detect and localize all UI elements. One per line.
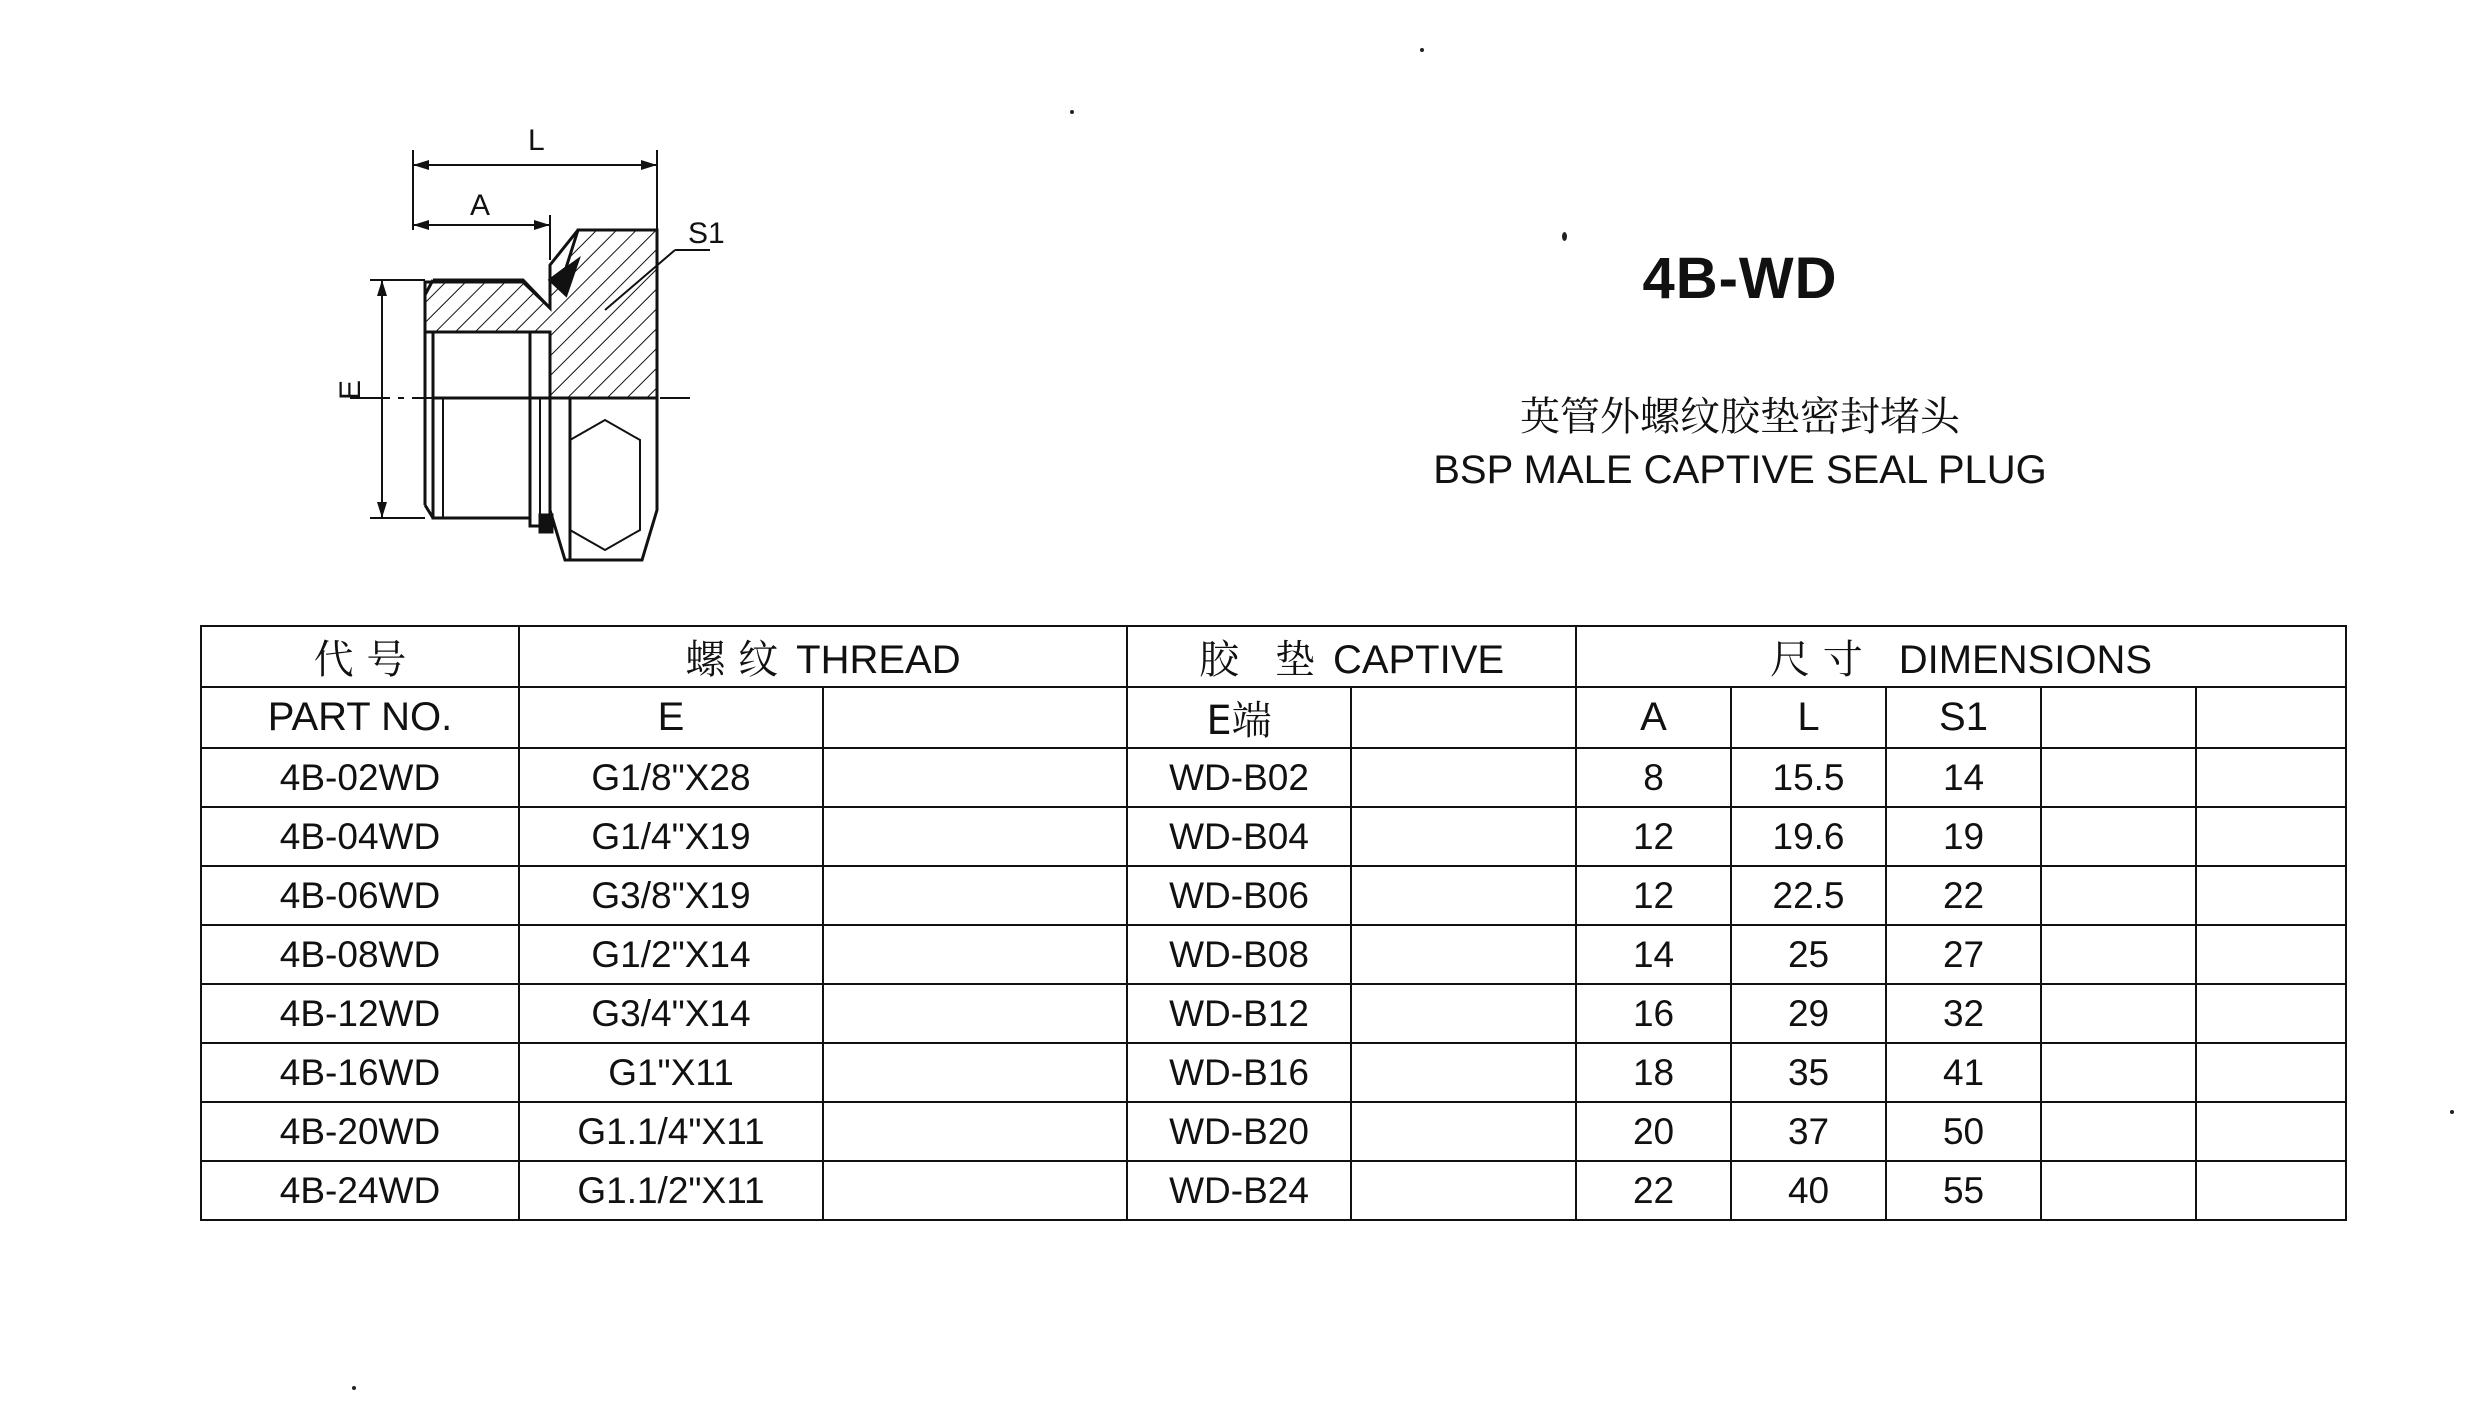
captive-cell: WD-B06 xyxy=(1127,866,1351,925)
blank-cell xyxy=(1351,807,1576,866)
table-row xyxy=(201,984,2346,1043)
thread-cell: G3/8"X19 xyxy=(519,866,823,925)
header-row-2 xyxy=(201,687,2346,748)
dim-a-cell: 12 xyxy=(1576,866,1731,925)
dim-l-cell: 19.6 xyxy=(1731,807,1886,866)
blank-cell xyxy=(1351,866,1576,925)
dim-label-l: L xyxy=(528,124,545,157)
blank-cell xyxy=(823,866,1127,925)
blank-cell xyxy=(823,1102,1127,1161)
blank-cell xyxy=(2196,1043,2346,1102)
blank-cell xyxy=(823,925,1127,984)
blank-cell xyxy=(823,807,1127,866)
table-row xyxy=(201,748,2346,807)
blank-cell xyxy=(2041,1102,2196,1161)
table-row xyxy=(201,925,2346,984)
captive-cell: WD-B16 xyxy=(1127,1043,1351,1102)
dim-a-cell: 22 xyxy=(1576,1161,1731,1220)
header-a: A xyxy=(1576,687,1731,748)
captive-cell: WD-B08 xyxy=(1127,925,1351,984)
dim-a-cell: 14 xyxy=(1576,925,1731,984)
thread-cell: G1/4"X19 xyxy=(519,807,823,866)
product-name-english: BSP MALE CAPTIVE SEAL PLUG xyxy=(1433,448,2047,492)
thread-cell: G1.1/4"X11 xyxy=(519,1102,823,1161)
blank-cell xyxy=(1351,1161,1576,1220)
part-no-cell: 4B-06WD xyxy=(201,866,519,925)
blank-cell xyxy=(823,984,1127,1043)
part-no-cell: 4B-12WD xyxy=(201,984,519,1043)
header-s1: S1 xyxy=(1886,687,2041,748)
dim-label-a: A xyxy=(470,189,491,222)
blank-cell xyxy=(2196,1102,2346,1161)
dim-l-cell: 37 xyxy=(1731,1102,1886,1161)
blank-cell xyxy=(2196,866,2346,925)
dim-s1-cell: 32 xyxy=(1886,984,2041,1043)
part-no-cell: 4B-08WD xyxy=(201,925,519,984)
header-part-code-cn: 代 号 xyxy=(201,626,519,687)
header-l: L xyxy=(1731,687,1886,748)
captive-cell: WD-B20 xyxy=(1127,1102,1351,1161)
dim-l-cell: 22.5 xyxy=(1731,866,1886,925)
table-row xyxy=(201,807,2346,866)
thread-cell: G1"X11 xyxy=(519,1043,823,1102)
dim-s1-cell: 22 xyxy=(1886,866,2041,925)
dim-s1-cell: 14 xyxy=(1886,748,2041,807)
dim-l-cell: 35 xyxy=(1731,1043,1886,1102)
dim-l-cell: 40 xyxy=(1731,1161,1886,1220)
blank-cell xyxy=(2196,1161,2346,1220)
captive-cell: WD-B02 xyxy=(1127,748,1351,807)
blank-cell xyxy=(1351,748,1576,807)
dim-label-e: E xyxy=(334,379,367,400)
dim-a-cell: 20 xyxy=(1576,1102,1731,1161)
dim-a-cell: 16 xyxy=(1576,984,1731,1043)
dim-s1-cell: 27 xyxy=(1886,925,2041,984)
part-no-cell: 4B-04WD xyxy=(201,807,519,866)
blank-cell xyxy=(823,1043,1127,1102)
header-thread: 螺 纹 THREAD xyxy=(519,626,1127,687)
blank-cell xyxy=(823,1161,1127,1220)
part-no-cell: 4B-02WD xyxy=(201,748,519,807)
captive-cell: WD-B24 xyxy=(1127,1161,1351,1220)
blank-cell xyxy=(2041,807,2196,866)
dim-l-cell: 29 xyxy=(1731,984,1886,1043)
header-row-1 xyxy=(201,626,2346,687)
header-blank xyxy=(2196,687,2346,748)
blank-cell xyxy=(823,748,1127,807)
header-blank xyxy=(823,687,1127,748)
blank-cell xyxy=(2196,925,2346,984)
thread-cell: G1/8"X28 xyxy=(519,748,823,807)
header-blank xyxy=(2041,687,2196,748)
thread-cell: G3/4"X14 xyxy=(519,984,823,1043)
scan-speck xyxy=(1070,110,1074,114)
dim-a-cell: 12 xyxy=(1576,807,1731,866)
blank-cell xyxy=(1351,1102,1576,1161)
captive-cell: WD-B12 xyxy=(1127,984,1351,1043)
plug-technical-drawing xyxy=(330,120,780,590)
blank-cell xyxy=(2196,984,2346,1043)
blank-cell xyxy=(1351,1043,1576,1102)
blank-cell xyxy=(2041,1043,2196,1102)
table-row xyxy=(201,866,2346,925)
thread-cell: G1.1/2"X11 xyxy=(519,1161,823,1220)
specification-table xyxy=(200,625,2347,1221)
dim-s1-cell: 41 xyxy=(1886,1043,2041,1102)
table-row xyxy=(201,1043,2346,1102)
blank-cell xyxy=(2196,748,2346,807)
part-no-cell: 4B-20WD xyxy=(201,1102,519,1161)
blank-cell xyxy=(2041,925,2196,984)
dim-a-cell: 18 xyxy=(1576,1043,1731,1102)
captive-cell: WD-B04 xyxy=(1127,807,1351,866)
scan-speck xyxy=(352,1386,356,1390)
header-dimensions: 尺 寸 DIMENSIONS xyxy=(1576,626,2346,687)
dim-s1-cell: 55 xyxy=(1886,1161,2041,1220)
blank-cell xyxy=(2196,807,2346,866)
table-row xyxy=(201,1161,2346,1220)
blank-cell xyxy=(2041,866,2196,925)
table-row xyxy=(201,1102,2346,1161)
header-e: E xyxy=(519,687,823,748)
blank-cell xyxy=(1351,984,1576,1043)
header-blank xyxy=(1351,687,1576,748)
blank-cell xyxy=(2041,1161,2196,1220)
part-no-cell: 4B-24WD xyxy=(201,1161,519,1220)
scan-speck xyxy=(1562,232,1567,241)
dim-label-s1: S1 xyxy=(688,217,725,250)
header-part-no: PART NO. xyxy=(201,687,519,748)
scan-speck xyxy=(2450,1110,2454,1114)
dim-a-cell: 8 xyxy=(1576,748,1731,807)
blank-cell xyxy=(2041,748,2196,807)
header-e-end: E端 xyxy=(1127,687,1351,748)
blank-cell xyxy=(2041,984,2196,1043)
dim-l-cell: 25 xyxy=(1731,925,1886,984)
model-code: 4B-WD xyxy=(1642,246,1838,311)
header-captive: 胶 垫 CAPTIVE xyxy=(1127,626,1576,687)
product-name-chinese: 英管外螺纹胶垫密封堵头 xyxy=(1520,394,1960,440)
scan-speck xyxy=(1420,48,1424,52)
thread-cell: G1/2"X14 xyxy=(519,925,823,984)
dim-l-cell: 15.5 xyxy=(1731,748,1886,807)
part-no-cell: 4B-16WD xyxy=(201,1043,519,1102)
blank-cell xyxy=(1351,925,1576,984)
dim-s1-cell: 50 xyxy=(1886,1102,2041,1161)
dim-s1-cell: 19 xyxy=(1886,807,2041,866)
